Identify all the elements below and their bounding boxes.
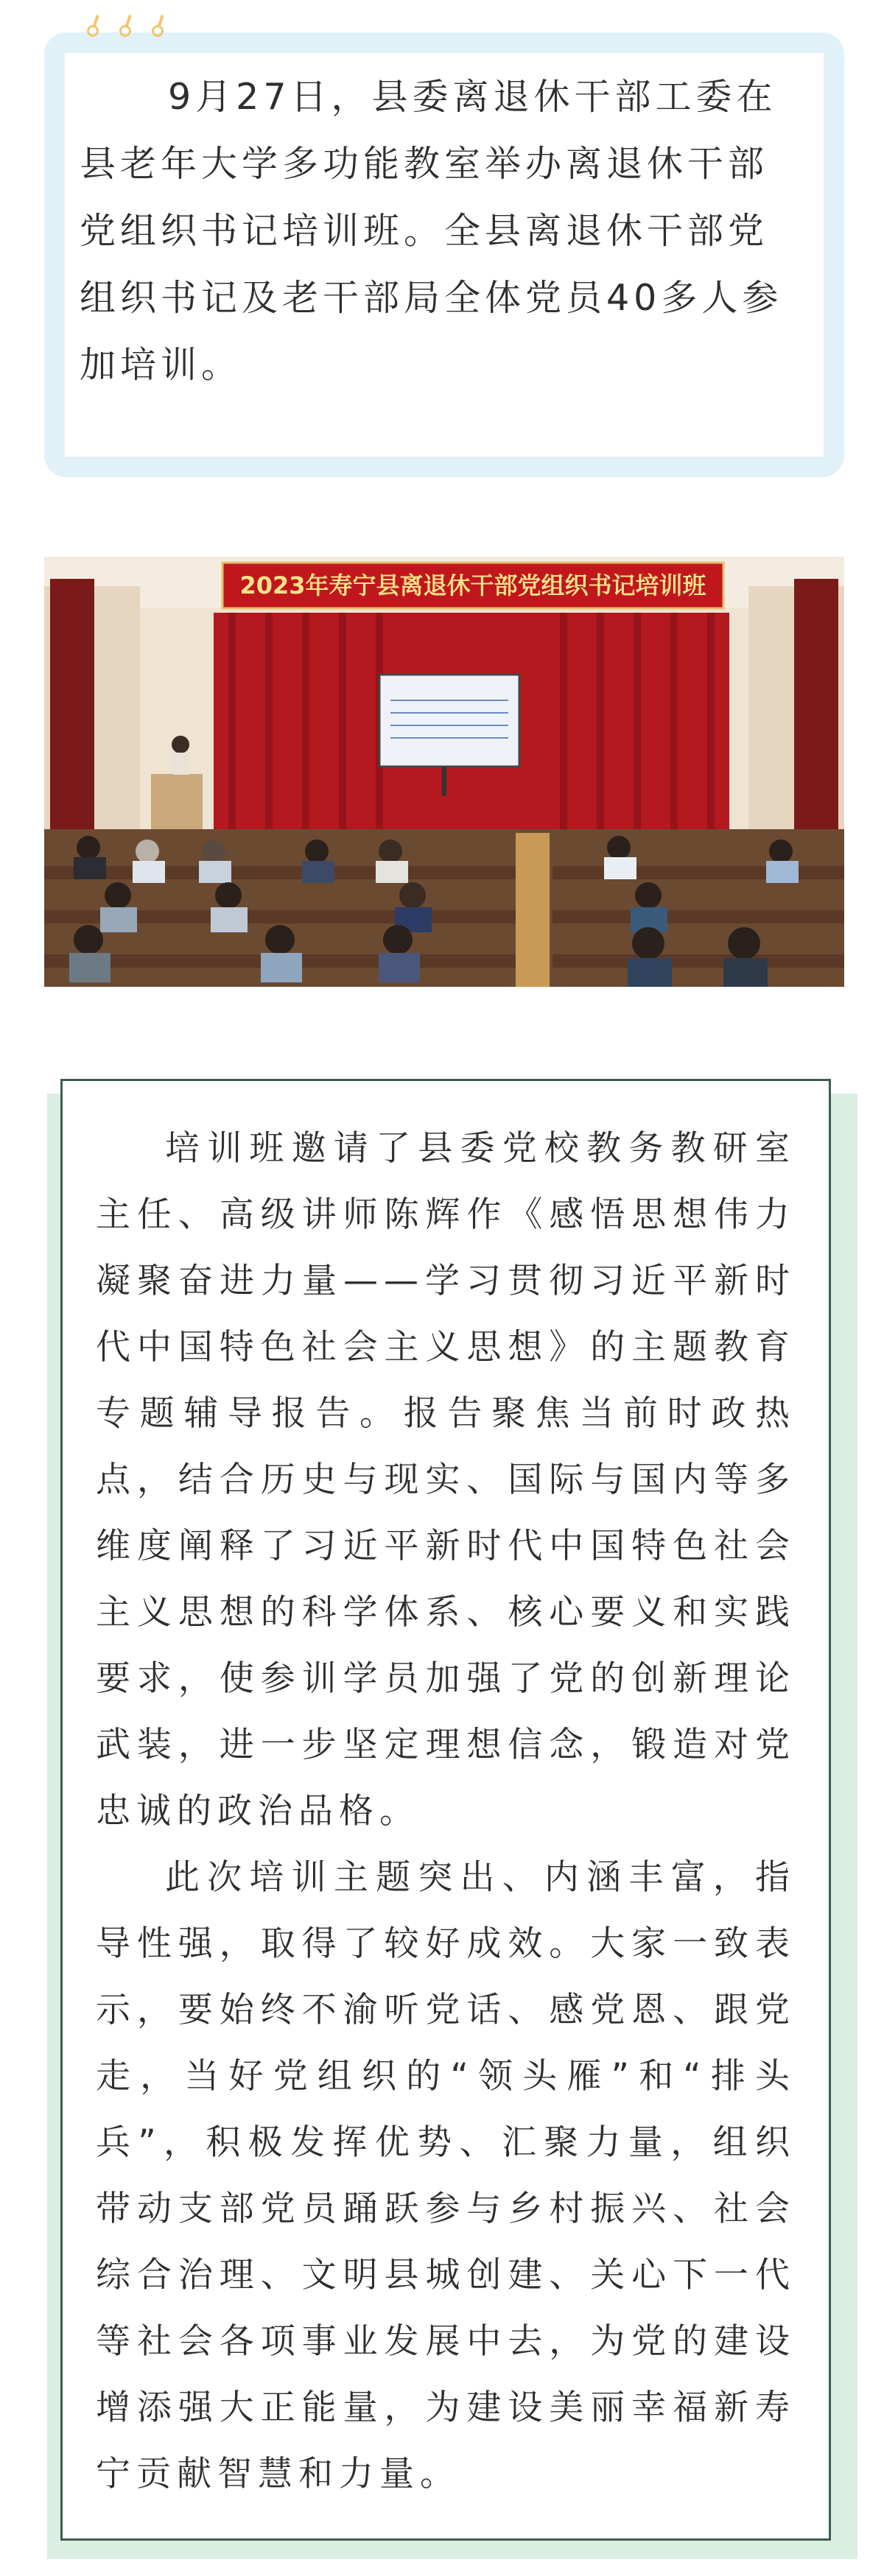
quote-marks-decoration — [85, 13, 166, 43]
training-photo-illustration — [44, 557, 844, 987]
body-text — [96, 1116, 796, 2508]
quote-mark-icon — [150, 13, 166, 43]
intro-paragraph: 9月27日，县委离退休干部工委在县老年大学多功能教室举办离退休干部党组织书记培训班。全县离退休干部党组织书记及老干部局全体党员40多人参加培训。 — [80, 76, 783, 386]
banner-text: 2023年寿宁县离退休干部党组织书记培训班 — [239, 571, 706, 599]
body-paragraph-2: 此次培训主题突出、内涵丰富，指导性强，取得了较好成效。大家一致表示，要始终不渝听党话、感党恩、跟党走，当好党组织的“领头雁”和“排头兵”，积极发挥优势、汇聚力量，组织带动支部党员踊跃参与乡村振兴、社会综合治理、文明县城创建、关心下一代等社会各项事业发展中去，为党的建设增添强大正能量，为建设美丽幸福新寿宁贡献智慧和力量。 — [96, 1857, 796, 2494]
body-paragraph-1: 培训班邀请了县委党校教务教研室主任、高级讲师陈辉作《感悟思想伟力 凝聚奋进力量——学习贯彻习近平新时代中国特色社会主义思想》的主题教育专题辅导报告。报告聚焦当前时政热点，结合历史与现实、国际与国内等多维度阐释了习近平新时代中国特色社会主义思想的科学体系、核心要义和实践要求，使参训学员加强了党的创新理论武装，进一步坚定理想信念，锻造对党忠诚的政治品格。 — [96, 1128, 796, 1831]
training-photo — [44, 557, 844, 987]
quote-mark-icon — [118, 13, 134, 43]
quote-mark-icon — [85, 13, 102, 43]
